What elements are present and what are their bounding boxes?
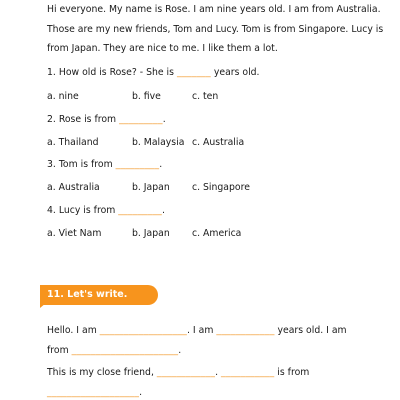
question-2-option-a[interactable]: a. Thailand [47, 137, 99, 148]
writing-line-1-text-c: years old. I am [274, 325, 347, 336]
writing-line-4 [47, 387, 142, 399]
writing-line-1-text-a: Hello. I am [47, 325, 97, 336]
question-2-blank[interactable]: _________ [119, 114, 163, 125]
question-2-suffix: . [162, 114, 166, 125]
writing-line-2 [47, 345, 181, 357]
question-1-option-c[interactable]: c. ten [192, 91, 219, 102]
writing-line-1 [47, 325, 347, 337]
question-1-blank[interactable]: _______ [176, 67, 211, 78]
writing-line-2-text-a: from [47, 345, 69, 356]
question-3-option-c[interactable]: c. Singapore [192, 182, 250, 193]
question-3-option-a[interactable]: a. Australia [47, 182, 100, 193]
writing-line-3-text-c: is from [274, 367, 310, 378]
writing-country-blank[interactable]: ______________________ [71, 345, 179, 356]
question-3-prompt: 3. Tom is from [47, 159, 113, 170]
writing-line-3-text-a: This is my close friend, [47, 367, 154, 378]
question-1-prompt: 1. How old is Rose? - She is [47, 67, 174, 78]
writing-age-blank[interactable]: ____________ [216, 325, 275, 336]
question-1-option-a[interactable]: a. nine [47, 91, 79, 102]
question-1-option-b[interactable]: b. five [132, 91, 161, 102]
question-2-prompt: 2. Rose is from [47, 114, 117, 125]
question-3-suffix: . [159, 159, 163, 170]
question-3 [47, 159, 162, 171]
passage-line-1: Hi everyone. My name is Rose. I am nine years old. I am from Australia. [47, 4, 381, 15]
writing-friend-pronoun-blank[interactable]: ___________ [221, 367, 275, 378]
question-3-blank[interactable]: _________ [115, 159, 160, 170]
question-4-option-a[interactable]: a. Viet Nam [47, 228, 102, 239]
passage-line-3: from Japan. They are nice to me. I like them a lot. [47, 43, 278, 54]
question-2-option-b[interactable]: b. Malaysia [132, 137, 185, 148]
writing-line-3 [47, 367, 309, 379]
writing-line-1-text-b: . I am [187, 325, 214, 336]
section-title: 11. Let's write. [47, 289, 128, 300]
passage-line-2: Those are my new friends, Tom and Lucy. Tom is from Singapore. Lucy is [47, 24, 384, 35]
writing-line-2-text-b: . [178, 345, 182, 356]
question-1 [47, 67, 260, 79]
writing-line-3-text-b: . [215, 367, 219, 378]
writing-name-blank[interactable]: __________________ [99, 325, 188, 336]
question-2 [47, 114, 166, 126]
writing-friend-name-blank[interactable]: ____________ [156, 367, 216, 378]
question-2-option-c[interactable]: c. Australia [192, 137, 245, 148]
question-4-option-b[interactable]: b. Japan [132, 228, 170, 239]
writing-friend-country-blank[interactable]: ___________________ [47, 387, 140, 398]
question-3-option-b[interactable]: b. Japan [132, 182, 170, 193]
question-4 [47, 205, 165, 217]
question-4-prompt: 4. Lucy is from [47, 205, 116, 216]
section-banner-tail [40, 303, 46, 308]
question-4-suffix: . [161, 205, 165, 216]
question-4-option-c[interactable]: c. America [192, 228, 242, 239]
question-4-blank[interactable]: _________ [118, 205, 162, 216]
question-1-suffix: years old. [210, 67, 260, 78]
writing-line-4-text-b: . [139, 387, 143, 398]
